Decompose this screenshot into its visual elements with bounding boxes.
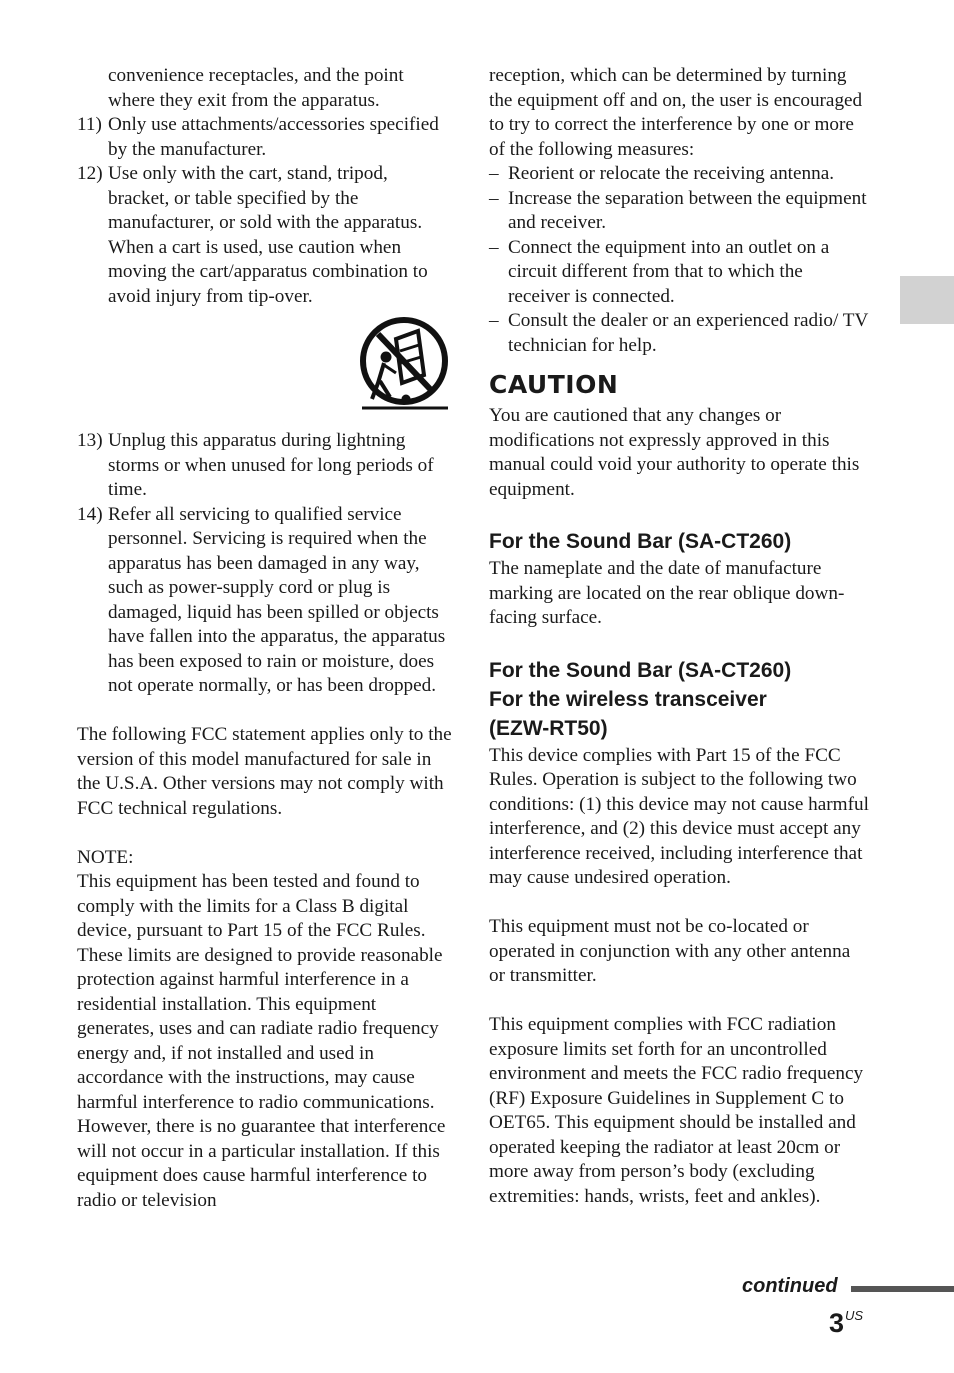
list-item-11 [77, 113, 452, 162]
continued-bar [851, 1286, 954, 1292]
wireless-heading-line-2: For the wireless transceiver [489, 687, 767, 711]
list-item-text: Refer all servicing to qualified service personnel. Servicing is required when the apparatus has been damaged in any way, such as power-supply cord or plug is damaged, liquid has been spilled or objects have fallen into the apparatus, the apparatus has been exposed to rain or moisture, does not operate normally, or has been dropped. [108, 503, 446, 696]
wireless-heading-line-3: (EZW-RT50) [489, 716, 608, 740]
left-column [77, 64, 452, 1213]
list-item-number: 12) [77, 163, 103, 184]
page-number-value: 3 [829, 1308, 845, 1338]
measure-item: – Connect the equipment into an outlet on a circuit different from that to which the receiver is connected. [489, 236, 830, 307]
list-item-text: Only use attachments/accessories specified by the manufacturer. [108, 114, 439, 160]
continued-label: continued [742, 1275, 838, 1297]
list-item-number: 14) [77, 503, 103, 525]
part15-text: This device complies with Part 15 of the FCC Rules. Operation is subject to the following two conditions: (1) this device may not cause harmful interference, and (2) this device must accept any interference received, including interference that may cause undesired operation. [489, 744, 869, 888]
note-text: This equipment has been tested and found to comply with the limits for a Class B digital device, pursuant to Part 15 of the FCC Rules. These limits are designed to provide reasonable protection against harmful interference in a residential installation. This equipment generates, uses and can radiate radio frequency energy and, if not installed and used in accordance with the instructions, may cause harmful interference to radio communications. [77, 871, 443, 1113]
measure-item: – Increase the separation between the equipment and receiver. [489, 187, 867, 233]
note-label: NOTE: [77, 846, 134, 868]
page-number-suffix: US [845, 1308, 864, 1323]
list-item-continuation: convenience receptacles, and the point where they exit from the apparatus. [108, 65, 404, 111]
section-tab-marker [900, 276, 954, 324]
sound-bar-heading: For the Sound Bar (SA-CT260) [489, 530, 792, 553]
however-text: However, there is no guarantee that interference will not occur in a particular installation. If this equipment does cause harmful interference to radio or television [77, 1116, 446, 1211]
measure-item: – Consult the dealer or an experienced radio/ TV technician for help. [489, 310, 868, 356]
page-number [829, 1308, 863, 1339]
list-item-text: Unplug this apparatus during lightning storms or when unused for long periods of time. [108, 430, 434, 500]
measure-item: – Reorient or relocate the receiving antenna. [489, 163, 835, 184]
fcc-statement: The following FCC statement applies only to the version of this model manufactured for sale in the U.S.A. Other versions may not comply with FCC technical regulations. [77, 724, 452, 819]
cart-tip-over-warning-icon [356, 317, 452, 413]
list-item-number: 13) [77, 430, 103, 451]
radiation-text: This equipment complies with FCC radiation exposure limits set forth for an uncontrolled environment and meets the FCC radio frequency (RF) Exposure Guidelines in Supplement C to OET65. This equipment should be installed and operated keeping the radiator at least 20cm or more away from person’s body (excluding extremities: hands, wrists, feet and ankles). [489, 1014, 864, 1207]
colocation-text: This equipment must not be co-located or operated in conjunction with any other antenna or transmitter. [489, 916, 851, 986]
list-item-12 [77, 162, 452, 309]
caution-heading: CAUTION [489, 370, 619, 399]
list-item-13 [77, 429, 452, 503]
list-item-number: 11) [77, 114, 102, 135]
sound-bar-text: The nameplate and the date of manufacture marking are located on the rear oblique down-facing surface. [489, 558, 845, 628]
cart-warning-figure [77, 317, 452, 413]
reception-text: reception, which can be determined by turning the equipment off and on, the user is encouraged to try to correct the interference by one or more of the following measures: [489, 65, 863, 160]
right-column [489, 64, 869, 1209]
list-item-14 [77, 503, 452, 699]
list-item-text: Use only with the cart, stand, tripod, bracket, or table specified by the manufacturer, or sold with the apparatus. When a cart is used, use caution when moving the cart/apparatus combination to avoid injury from tip-over. [108, 163, 428, 307]
caution-text: You are cautioned that any changes or modifications not expressly approved in this manual could void your authority to operate this equipment. [489, 405, 860, 500]
wireless-heading-line-1: For the Sound Bar (SA-CT260) [489, 658, 792, 682]
